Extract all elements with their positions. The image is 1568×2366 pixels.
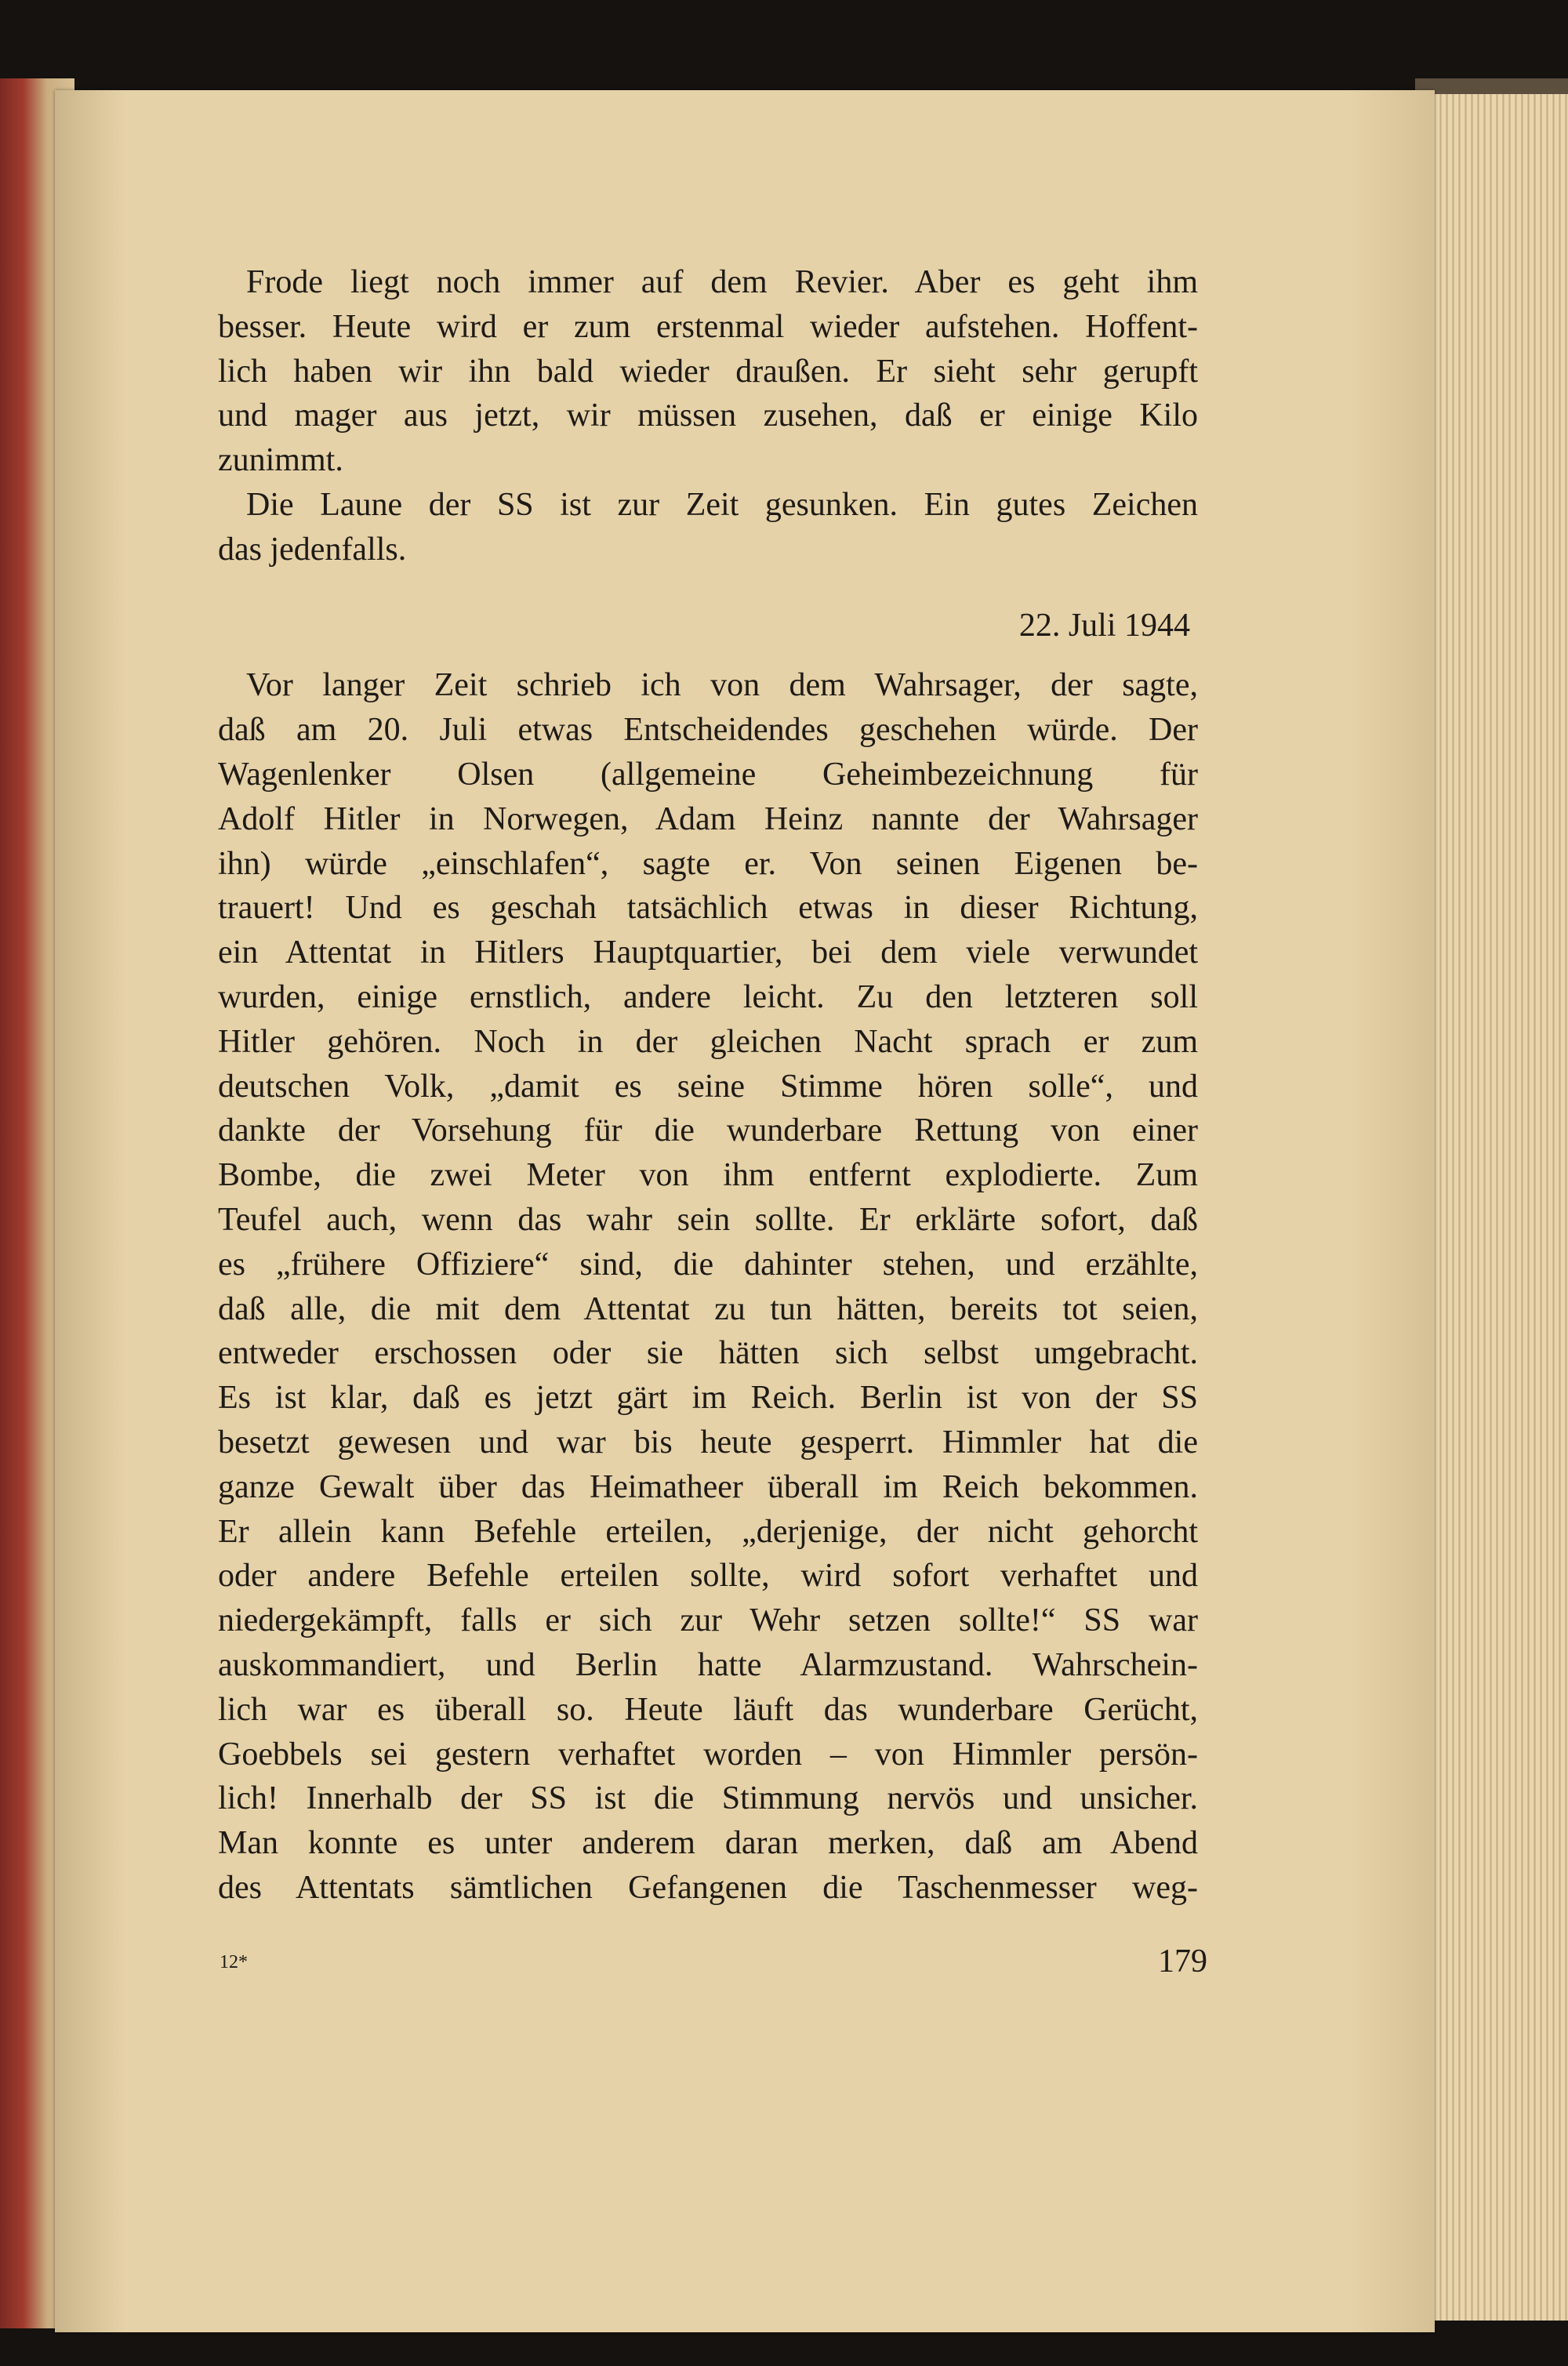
text-line: Er allein kann Befehle erteilen, „derjenige, der nicht gehorcht <box>218 1513 1198 1550</box>
text-line: daß alle, die mit dem Attentat zu tun hätten, bereits tot seien, <box>218 1290 1198 1327</box>
text-line: Frode liegt noch immer auf dem Revier. Aber es geht ihm <box>246 264 1198 300</box>
text-line: deutschen Volk, „damit es seine Stimme hören solle“, und <box>218 1068 1198 1105</box>
stacked-page-edges <box>1415 94 1568 2321</box>
text-line: ein Attentat in Hitlers Hauptquartier, bei dem viele verwundet <box>218 934 1198 971</box>
diary-entry-date: 22. Juli 1944 <box>1018 607 1190 644</box>
text-line: des Attentats sämtlichen Gefangenen die Taschenmesser weg- <box>218 1869 1198 1906</box>
text-line: Es ist klar, daß es jetzt gärt im Reich. Berlin ist von der SS <box>218 1380 1198 1417</box>
text-line: besser. Heute wird er zum erstenmal wieder aufstehen. Hoffent- <box>218 308 1198 345</box>
text-line: ganze Gewalt über das Heimatheer überall im Reich bekommen. <box>218 1468 1198 1505</box>
signature-mark: 12* <box>220 1952 248 1972</box>
text-line: daß am 20. Juli etwas Entscheidendes geschehen würde. Der <box>218 712 1198 749</box>
paragraph-entry <box>218 663 1198 1910</box>
text-line: entweder erschossen oder sie hätten sich selbst umgebracht. <box>218 1335 1198 1372</box>
text-line: und mager aus jetzt, wir müssen zusehen, daß er einige Kilo <box>218 397 1198 434</box>
paragraph-frode <box>218 260 1198 483</box>
text-line: Wagenlenker Olsen (allgemeine Geheimbezeichnung für <box>218 756 1198 793</box>
text-line: oder andere Befehle erteilen sollte, wird sofort verhaftet und <box>218 1558 1198 1595</box>
text-line: Die Laune der SS ist zur Zeit gesunken. Ein gutes Zeichen <box>246 486 1198 523</box>
page-text <box>218 260 1198 1911</box>
text-line: wurden, einige ernstlich, andere leicht. Zu den letzteren soll <box>218 978 1198 1015</box>
text-line: dankte der Vorsehung für die wunderbare Rettung von einer <box>218 1112 1198 1149</box>
text-line: Vor langer Zeit schrieb ich von dem Wahrsager, der sagte, <box>246 667 1198 704</box>
page-number: 179 <box>1158 1943 1207 1980</box>
text-line: ihn) würde „einschlafen“, sagte er. Von seinen Eigenen be- <box>218 845 1198 882</box>
text-line: zunimmt. <box>218 442 343 479</box>
paragraph-ss-mood <box>218 483 1198 572</box>
text-line: lich war es überall so. Heute läuft das wunderbare Gerücht, <box>218 1691 1198 1728</box>
text-line: lich! Innerhalb der SS ist die Stimmung nervös und unsicher. <box>218 1780 1198 1817</box>
text-line: Man konnte es unter anderem daran merken, daß am Abend <box>218 1825 1198 1862</box>
text-line: trauert! Und es geschah tatsächlich etwas in dieser Richtung, <box>218 890 1198 927</box>
text-line: Hitler gehören. Noch in der gleichen Nacht sprach er zum <box>218 1023 1198 1060</box>
text-line: lich haben wir ihn bald wieder draußen. Er sieht sehr gerupft <box>218 353 1198 390</box>
text-line: niedergekämpft, falls er sich zur Wehr setzen sollte!“ SS war <box>218 1602 1198 1639</box>
text-line: Teufel auch, wenn das wahr sein sollte. Er erklärte sofort, daß <box>218 1201 1198 1238</box>
text-line: das jedenfalls. <box>218 531 407 568</box>
text-line: besetzt gewesen und war bis heute gesperrt. Himmler hat die <box>218 1424 1198 1461</box>
text-line: Goebbels sei gestern verhaftet worden – von Himmler persön- <box>218 1736 1198 1773</box>
text-line: es „frühere Offiziere“ sind, die dahinter stehen, und erzählte, <box>218 1246 1198 1283</box>
text-line: auskommandiert, und Berlin hatte Alarmzustand. Wahrschein- <box>218 1646 1198 1683</box>
text-line: Bombe, die zwei Meter von ihm entfernt explodierte. Zum <box>218 1157 1198 1194</box>
text-line: Adolf Hitler in Norwegen, Adam Heinz nannte der Wahrsager <box>218 800 1198 837</box>
